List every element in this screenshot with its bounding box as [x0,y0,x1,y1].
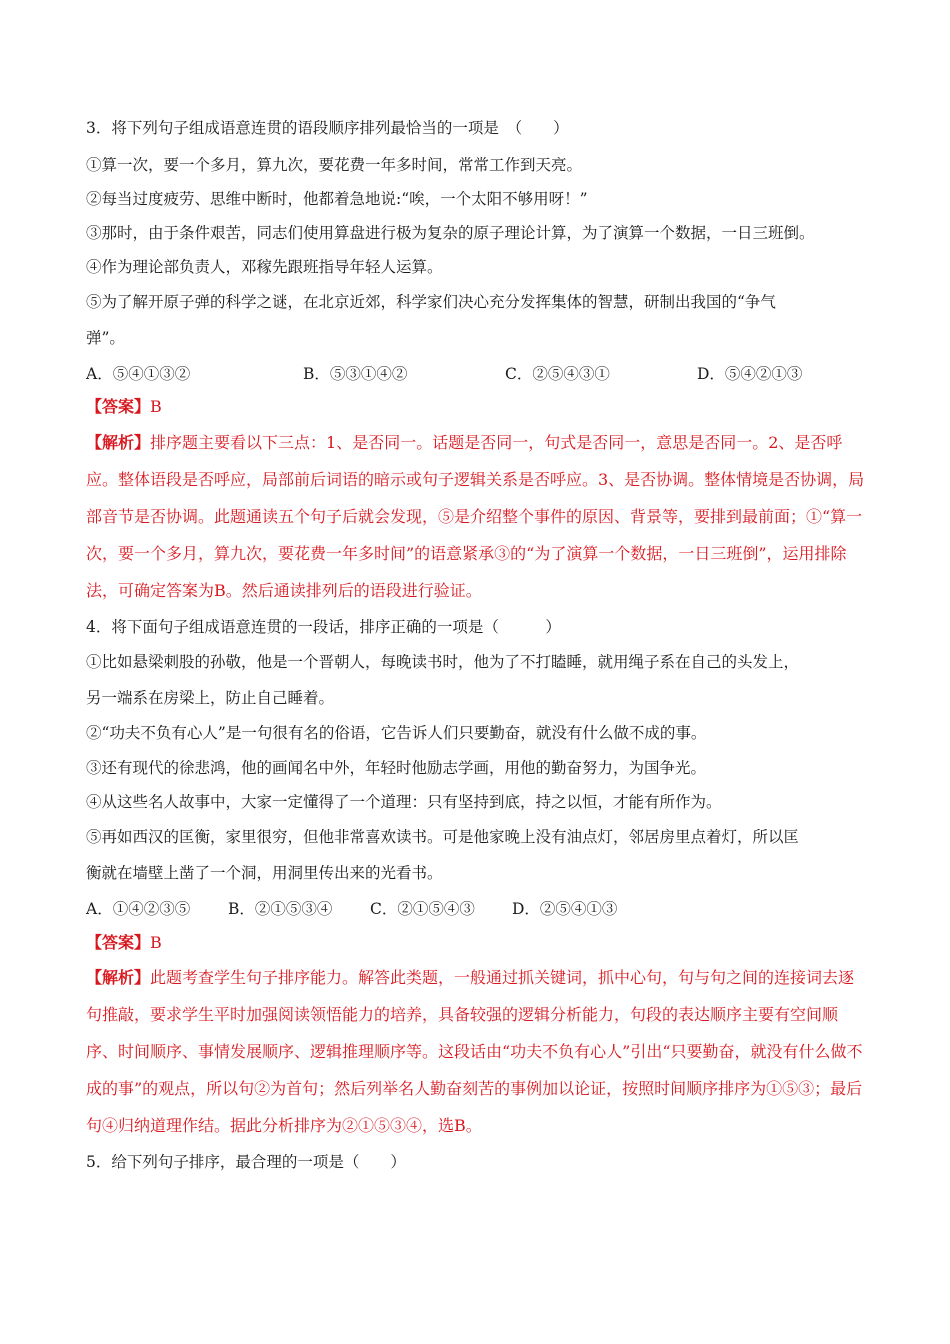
q4-option-c: C．②①⑤④③ [370,900,475,918]
q3-sentence-5-cont: 弹”。 [86,329,125,347]
q4-answer-value: B [150,933,162,952]
q3-stem: 3．将下列句子组成语意连贯的语段顺序排列最恰当的一项是 （ ） [86,119,569,137]
q5-stem: 5．给下列句子排序，最合理的一项是（ ） [86,1153,406,1171]
q3-option-a: A．⑤④①③② [86,365,191,383]
q4-sentence-5-cont: 衡就在墙壁上凿了一个洞，用洞里传出来的光看书。 [86,864,443,882]
q4-sentence-5: ⑤再如西汉的匡衡，家里很穷，但他非常喜欢读书。可是他家晚上没有油点灯，邻居房里点着灯，所以匡 [86,828,800,846]
q4-analysis [86,959,866,1144]
q4-analysis-text: 此题考查学生句子排序能力。解答此类题，一般通过抓关键词，抓中心句，句与句之间的连接词去逐句推敲，要求学生平时加强阅读领悟能力的培养，具备较强的逻辑分析能力，句段的表达顺序主要有空间顺序、时间顺序、事情发展顺序、逻辑推理顺序等。这段话由“功夫不负有心人”引出“只要勤奋，就没有什么做不成的事”的观点，所以句②为首句；然后列举名人勤奋刻苦的事例加以论证，按照时间顺序排序为①⑤③；最后句④归纳道理作结。据此分析排序为②①⑤③④，选B。 [86,968,863,1135]
q4-stem: 4．将下面句子组成语意连贯的一段话，排序正确的一项是（ ） [86,618,561,636]
q4-answer [86,933,162,953]
q3-analysis-tag: 【解析】 [86,433,151,452]
q3-analysis-text: 排序题主要看以下三点：1、是否同一。话题是否同一，句式是否同一，意思是否同一。2、是否呼应。整体语段是否呼应，局部前后词语的暗示或句子逻辑关系是否呼应。3、是否协调。整体情境是否协调，局部音节是否协调。此题通读五个句子后就会发现，⑤是介绍整个事件的原因、背景等，要排到最前面；①“算一次，要一个多月，算九次，要花费一年多时间”的语意紧承③的“为了演算一个数据，一日三班倒”，运用排除法，可确定答案为B。然后通读排列后的语段进行验证。 [86,433,865,600]
q4-sentence-3: ③还有现代的徐悲鸿，他的画闻名中外，年轻时他励志学画，用他的勤奋努力，为国争光。 [86,759,707,777]
q4-sentence-1: ①比如悬梁刺股的孙敬，他是一个晋朝人，每晚读书时，他为了不打瞌睡，就用绳子系在自己的头发上， [86,653,800,671]
q3-sentence-2: ②每当过度疲劳、思维中断时，他都着急地说:“唉，一个太阳不够用呀！” [86,190,588,208]
q3-option-d: D．⑤④②①③ [697,365,803,383]
q4-option-b: B．②①⑤③④ [228,900,333,918]
q4-option-a: A．①④②③⑤ [86,900,191,918]
q4-answer-tag: 【答案】 [86,933,151,952]
q4-analysis-tag: 【解析】 [86,968,151,987]
q3-sentence-4: ④作为理论部负责人，邓稼先跟班指导年轻人运算。 [86,258,443,276]
q3-sentence-3: ③那时，由于条件艰苦，同志们使用算盘进行极为复杂的原子理论计算，为了演算一个数据，一日三班倒。 [86,224,815,242]
q3-option-b: B．⑤③①④② [303,365,408,383]
q3-answer-tag: 【答案】 [86,397,151,416]
q4-sentence-2: ②“功夫不负有心人”是一句很有名的俗语，它告诉人们只要勤奋，就没有什么做不成的事。 [86,724,707,742]
q3-sentence-1: ①算一次，要一个多月，算九次，要花费一年多时间，常常工作到天亮。 [86,156,583,174]
q3-answer-value: B [150,397,162,416]
q3-answer [86,397,162,417]
q4-sentence-1-cont: 另一端系在房梁上，防止自己睡着。 [86,689,335,707]
q4-option-d: D．②⑤④①③ [512,900,618,918]
q3-option-c: C．②⑤④③① [505,365,610,383]
q3-analysis [86,424,866,609]
q4-sentence-4: ④从这些名人故事中，大家一定懂得了一个道理：只有坚持到底，持之以恒，才能有所作为。 [86,793,722,811]
q3-sentence-5: ⑤为了解开原子弹的科学之谜，在北京近郊，科学家们决心充分发挥集体的智慧，研制出我国的“争气 [86,293,776,311]
